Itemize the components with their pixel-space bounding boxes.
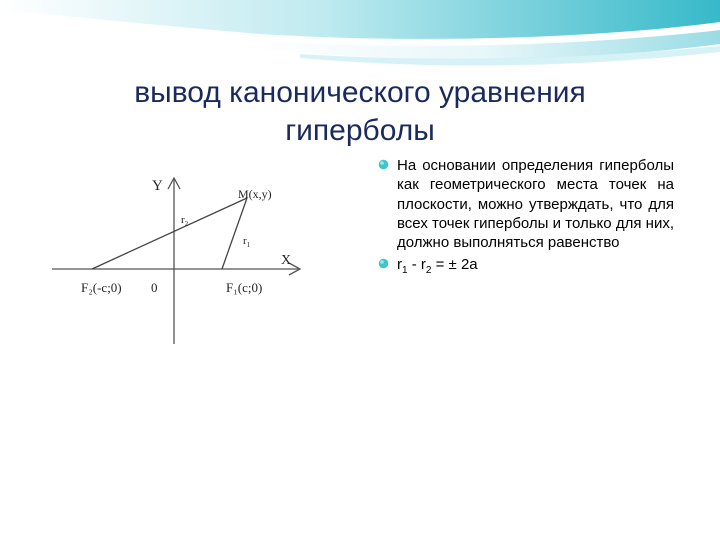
slide-title — [60, 74, 660, 150]
f1-label: F₁(c;0) — [226, 280, 263, 295]
point-m-label: M(x,y) — [238, 187, 272, 201]
bullet-circle-icon — [378, 258, 389, 269]
r2-label: $r_2$ — [181, 214, 189, 228]
content-bullets — [376, 156, 674, 284]
segment-r1 — [222, 198, 247, 269]
bullet-circle-icon — [378, 159, 389, 170]
bullet-definition — [376, 156, 674, 252]
segment-r2 — [92, 198, 247, 269]
axis-y-label: Y — [152, 178, 163, 194]
f2-label: F₂(-c;0) — [81, 280, 122, 295]
axis-x-label: X — [281, 253, 292, 268]
origin-label: 0 — [151, 280, 158, 295]
bullet-definition-text: На основании определения гиперболы как геометрического места точек на плоскости, можно утверждать, что для всех точек гиперболы и только для них, должно выполняться равенство — [397, 157, 674, 252]
r1-label: $r_1$ — [243, 235, 251, 249]
title-line-1: вывод канонического уравнения — [134, 76, 586, 109]
title-line-2: гиперболы — [285, 114, 435, 147]
hyperbola-focal-diagram — [0, 160, 380, 360]
bullet-formula — [376, 255, 674, 280]
header-wave-decoration — [0, 0, 720, 80]
formula-text: $r_1 - r_2$ = ± 2a — [397, 256, 478, 277]
